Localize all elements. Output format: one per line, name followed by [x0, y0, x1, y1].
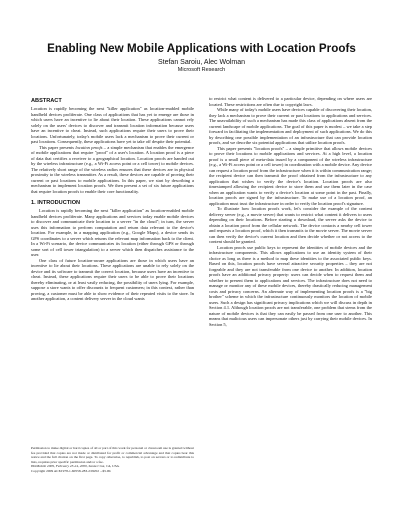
right-paragraph-5: Location proofs use public keys to represent the identities of mobile devices and the infrastructure components. This allows applications to use an identity system of their choice as long as there is a method to map these identities to the associated public keys. Based on this, location proofs have several attractive security properties – they are not forgeable and they are not transferable from one device to another. In addition, location proofs have an additional privacy property: users can decide when to request them and whether to present them to applications and services. The infrastructure does not need to manage or monitor any of these mobile devices, thereby drastically reducing management costs and privacy concerns. An alternate way of implementing location proofs is a "big brother" scheme in which the infrastructure continuously monitors the location of mobile users. Such a design has significant privacy implications which we will discuss in depth in Section 4.1. Although location proofs are not transferable, one problem that stems from the nature of mobile devices is that they can easily be passed from one user to another. This means that malicious users can impersonate others just by carrying their mobile devices. In Section 5,: [209, 244, 372, 327]
abstract-p2-term: location proofs: [75, 144, 103, 150]
abstract-p2-lead: This paper presents: [39, 144, 76, 150]
footnote-permission-text: Permission to make digital or hard copies of all or part of this work for personal or classroom use is granted without fee provided that copies are not made or distributed for profit or commercial advantage and that copies bear this notice and the full citation on the first page. To copy otherwise, to republish, to post on servers or to redistribute to lists, requires prior specific permission and/or a fee.: [31, 446, 194, 464]
right-paragraph-4: To illustrate how location proofs work, let's consider the example of the content delivery server (e.g., a movie server) that wants to restrict what content it delivers to users depending on their locations. Before starting a download, the server asks the device to obtain a location proof from the cellular network. The device contacts a nearby cell tower and requests a location proof, which it then transmits to the movie server. The movie server can then verify the device's current location and then decide whether or not access to the content should be granted.: [209, 206, 372, 244]
paper-affiliation: Microsoft Research: [177, 66, 226, 73]
abstract-heading: ABSTRACT: [31, 98, 62, 104]
right-paragraph-2: While many of today's mobile users have devices capable of discovering their location, they lack a mechanism to prove their current or past locations to applications and services. The unavailability of such a mechanism has made this class of applications absent from the current landscape of mobile applications. The goal of this paper is modest – we take a step forward in facilitating the implementation and deployment of such applications. We do this by describing one possible implementation of an infrastructure that can provide location proofs, and we describe six potential applications that utilize location proofs.: [209, 107, 372, 145]
introduction-heading: 1. INTRODUCTION: [31, 200, 81, 206]
two-column-body: [31, 96, 372, 327]
right-paragraph-3: This paper presents "location proofs" – a simple primitive that allows mobile devices to prove their locations to mobile applications and services. At a high level, a location proof is a small piece of meta-data issued by a component of the wireless infrastructure (e.g., a Wi-Fi access point or a cell tower) in coordination with a mobile device. Any device can request a location proof from the infrastructure when it is within communication range; the recipient device can then transmit the proof obtained from the infrastructure to any application that wishes to verify the device's location. Location proofs are also timestamped allowing the recipient device to store them and use them later in the case when an application wants to verify a device's location at some point in the past. Finally, location proofs are signed by the infrastructure. To make use of a location proof, an application must trust the infrastructure in order to verify the location proof's signature.: [209, 145, 372, 206]
footnote-copyright: Copyright 2009 ACM 978-1-60558-283-2/09/02 ...$5.00.: [31, 468, 112, 473]
abstract-p2-rest: – a simple mechanism that enables the emergence of mobile applications that require "proof" of a user's location. A location proof is a piece of data that certifies a receiver to a geographical location. Location proofs are handed out by the wireless infrastructure (e.g., a Wi-Fi access point or a cell tower) to mobile devices. The relatively short range of the wireless radios ensures that these devices are in physical proximity to the wireless transmitter. As a result, these devices are capable of proving their current or past locations to mobile applications. In this paper, we start by describing a mechanism to implement location proofs. We then present a set of six future applications that require location proofs to enable their core functionality.: [31, 144, 194, 194]
footnote-venue: HotMobile 2009, February 23-24, 2009, Santa Cruz, CA, USA.: [31, 464, 120, 468]
abstract-paragraph-2: [31, 145, 194, 195]
intro-paragraph-1: Location is rapidly becoming the next "killer application" as location-enabled mobile handheld devices proliferate. Many applications and services today enable mobile devices to discover and communicate their location to a server "in the cloud"; in turn, the server uses this information to perform computation and return data relevant to the device's location. For example, in a mapping application (e.g., Google Maps), a device sends its GPS coordinates to a server which returns the relevant map information back to the client. In a Wi-Fi scenario, the device communicates its location (either through GPS or through some sort of cell tower triangulation) to a server which then dispatches assistance to the user.: [31, 208, 194, 257]
abstract-paragraph-1: Location is rapidly becoming the next "killer application" as location-enabled mobile handheld devices proliferate. One class of applications that has yet to emerge are those in which users have an incentive to lie about their location. These applications cannot rely solely on the users' devices to discover and transmit location information because users have an incentive to cheat. Instead, such applications require their users to prove their locations. Unfortunately, today's mobile users lack a mechanism to prove their current or past locations. Consequently, these applications have yet to take off despite their potential.: [31, 106, 194, 144]
permission-footnote: [31, 446, 194, 473]
paper-title: Enabling New Mobile Applications with Location Proofs: [47, 42, 356, 55]
right-column: [209, 96, 372, 327]
paper-authors: Stefan Saroiu, Alec Wolman: [157, 59, 246, 66]
left-column: [31, 96, 194, 327]
right-paragraph-1: to restrict what content is delivered to a particular device, depending on where users are located. These restrictions are often due to copyright laws.: [209, 96, 372, 107]
intro-paragraph-2: One class of future location-aware applications are those in which users have an incentive to lie about their locations. These applications are unable to rely solely on the device and its software to transmit the correct location, because users have an incentive to cheat. Instead, these applications require their users to be able to prove their locations thereby eliminating, or at least vastly reducing, the possibility of users lying. For example, suppose a store wants to offer discounts to frequent customers; in this context, rather than proving, a customer must be able to show evidence of their repeated visits to the store. In another application, a content delivery server in the cloud wants: [31, 257, 194, 301]
